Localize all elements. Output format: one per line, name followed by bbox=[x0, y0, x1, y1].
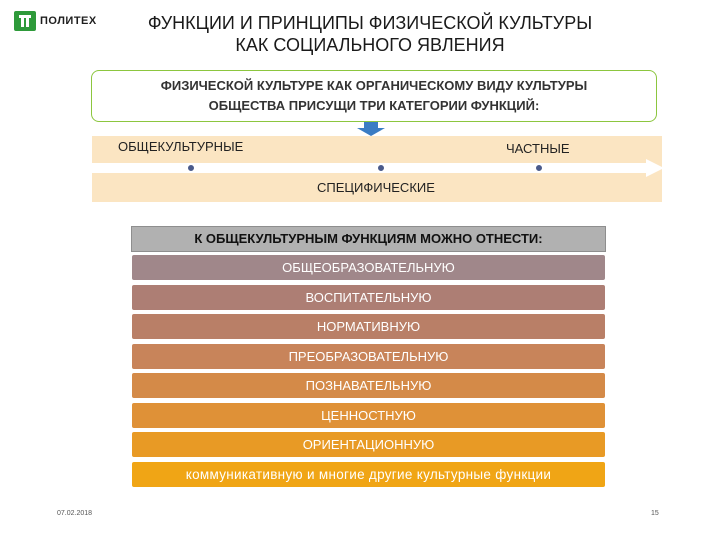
function-row: ОРИЕНТАЦИОННУЮ bbox=[131, 431, 606, 458]
intro-box bbox=[91, 70, 657, 122]
intro-line-2: ОБЩЕСТВА ПРИСУЩИ ТРИ КАТЕГОРИИ ФУНКЦИЙ: bbox=[208, 98, 540, 113]
category-specific: СПЕЦИФИЧЕСКИЕ bbox=[317, 180, 435, 195]
function-row: ПРЕОБРАЗОВАТЕЛЬНУЮ bbox=[131, 343, 606, 370]
function-row: коммуникативную и многие другие культурные функции bbox=[131, 461, 606, 488]
logo-text: ПОЛИТЕХ bbox=[40, 15, 97, 27]
function-row: ПОЗНАВАТЕЛЬНУЮ bbox=[131, 372, 606, 399]
slide-title bbox=[110, 12, 630, 56]
slide-title-line-2: КАК СОЦИАЛЬНОГО ЯВЛЕНИЯ bbox=[235, 35, 505, 55]
category-private-marker bbox=[535, 164, 543, 172]
footer-date: 07.02.2018 bbox=[57, 510, 93, 517]
function-row: ВОСПИТАТЕЛЬНУЮ bbox=[131, 284, 606, 311]
page-number: 15 bbox=[651, 510, 659, 517]
slide-title-line-1: ФУНКЦИИ И ПРИНЦИПЫ ФИЗИЧЕСКОЙ КУЛЬТУРЫ bbox=[147, 13, 593, 33]
category-general: ОБЩЕКУЛЬТУРНЫЕ bbox=[118, 139, 244, 154]
logo bbox=[14, 11, 97, 31]
politech-logo-icon bbox=[14, 11, 36, 31]
function-row: ОБЩЕОБРАЗОВАТЕЛЬНУЮ bbox=[131, 254, 606, 281]
category-specific-marker bbox=[377, 164, 385, 172]
category-general-marker bbox=[187, 164, 195, 172]
functions-header: К ОБЩЕКУЛЬТУРНЫМ ФУНКЦИЯМ МОЖНО ОТНЕСТИ: bbox=[131, 226, 606, 252]
category-private: ЧАСТНЫЕ bbox=[506, 141, 570, 156]
function-row: НОРМАТИВНУЮ bbox=[131, 313, 606, 340]
intro-line-1: ФИЗИЧЕСКОЙ КУЛЬТУРЕ КАК ОРГАНИЧЕСКОМУ ВИДУ КУЛЬТУРЫ bbox=[160, 78, 588, 93]
down-arrow-icon bbox=[355, 122, 387, 136]
function-row: ЦЕННОСТНУЮ bbox=[131, 402, 606, 429]
